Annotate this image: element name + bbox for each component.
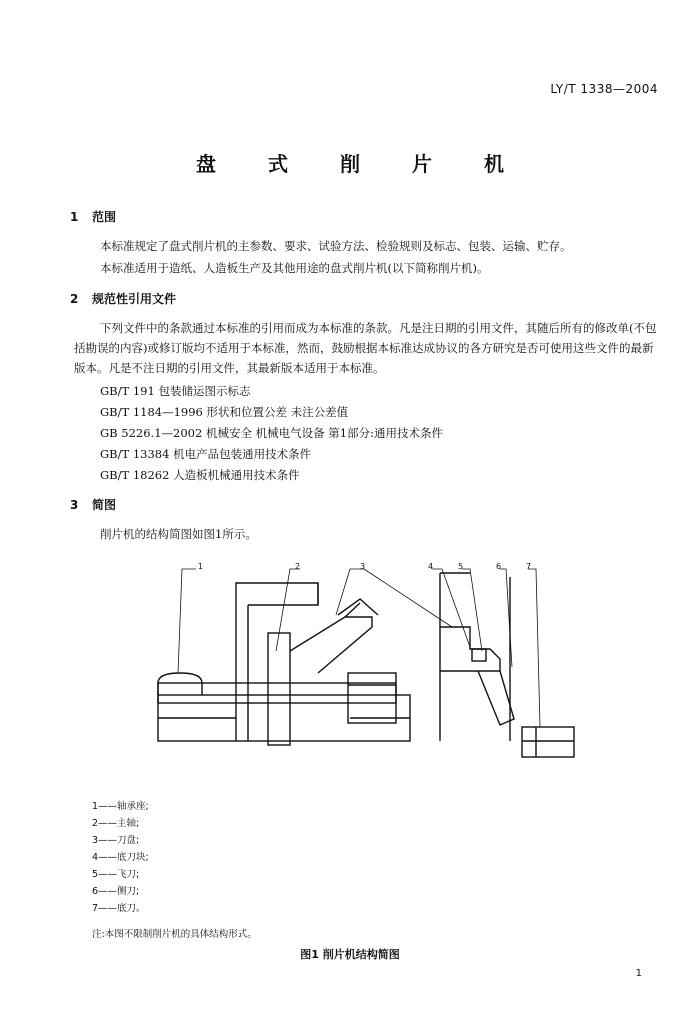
document-title: 盘式削片机 <box>196 152 556 176</box>
section-3-heading <box>70 496 116 513</box>
callout-4: 4 <box>428 562 434 571</box>
bottom-knife-block <box>440 627 500 671</box>
callout-5: 5 <box>458 562 464 571</box>
section-number: 2 <box>70 292 79 306</box>
figure-caption: 图1 削片机结构简图 <box>300 948 400 961</box>
section-1-heading <box>70 208 116 225</box>
bottom-knife <box>522 727 574 757</box>
section-2-heading <box>70 290 176 307</box>
figure-note: 注:本图不限制削片机的具体结构形式。 <box>92 929 257 940</box>
cutter-disc <box>268 633 290 745</box>
reference-2: GB/T 1184—1996 形状和位置公差 未注公差值 <box>100 405 349 419</box>
callout-7: 7 <box>526 562 532 571</box>
reference-3: GB 5226.1—2002 机械安全 机械电气设备 第1部分:通用技术条件 <box>100 426 443 440</box>
detail-frame <box>440 573 470 741</box>
section-title: 范围 <box>92 210 117 224</box>
feed-chute <box>290 617 372 673</box>
page-number: 1 <box>635 968 642 979</box>
callout-1: 1 <box>198 562 204 571</box>
section-number: 1 <box>70 210 79 224</box>
reference-1: GB/T 191 包装储运图示标志 <box>100 384 251 398</box>
figure-legend <box>92 798 149 917</box>
legend-item: 5——飞刀; <box>92 869 140 880</box>
side-knife <box>478 671 514 725</box>
fly-knife <box>472 649 486 661</box>
legend-item: 1——轴承座; <box>92 801 149 812</box>
legend-item: 4——底刀块; <box>92 852 149 863</box>
reference-5: GB/T 18262 人造板机械通用技术条件 <box>100 468 300 482</box>
callout-3: 3 <box>360 562 366 571</box>
section-number: 3 <box>70 498 79 512</box>
standard-code: LY/T 1338—2004 <box>550 82 658 96</box>
section-title: 简图 <box>92 498 117 512</box>
reference-4: GB/T 13384 机电产品包装通用技术条件 <box>100 447 312 461</box>
section-2-para-1: 下列文件中的条款通过本标准的引用而成为本标准的条款。凡是注日期的引用文件，其随后所有的修改单(不包括勘误的内容)或修订版均不适用于本标准，然而，鼓励根据本标准达成协议的各方研究是否可使用这些文件的最新版本。凡是不注日期的引用文件，其最新版本适用于本标准。 <box>74 321 657 375</box>
callout-2: 2 <box>295 562 301 571</box>
bearing-housing-left <box>158 673 202 695</box>
chipper-structure-diagram <box>0 555 700 785</box>
main-shaft <box>158 683 396 703</box>
legend-item: 7——底刀。 <box>92 903 146 914</box>
section-title: 规范性引用文件 <box>92 292 177 306</box>
bearing-housing-right <box>348 673 396 723</box>
section-3-para-1: 削片机的结构简图如图1所示。 <box>100 527 257 541</box>
callout-6: 6 <box>496 562 502 571</box>
legend-item: 2——主轴; <box>92 818 140 829</box>
legend-item: 3——刀盘; <box>92 835 140 846</box>
section-1-para-2: 本标准适用于造纸、人造板生产及其他用途的盘式削片机(以下简称削片机)。 <box>100 261 489 275</box>
section-1-para-1: 本标准规定了盘式削片机的主参数、要求、试验方法、检验规则及标志、包装、运输、贮存。 <box>100 239 572 253</box>
legend-item: 6——侧刀; <box>92 886 140 897</box>
